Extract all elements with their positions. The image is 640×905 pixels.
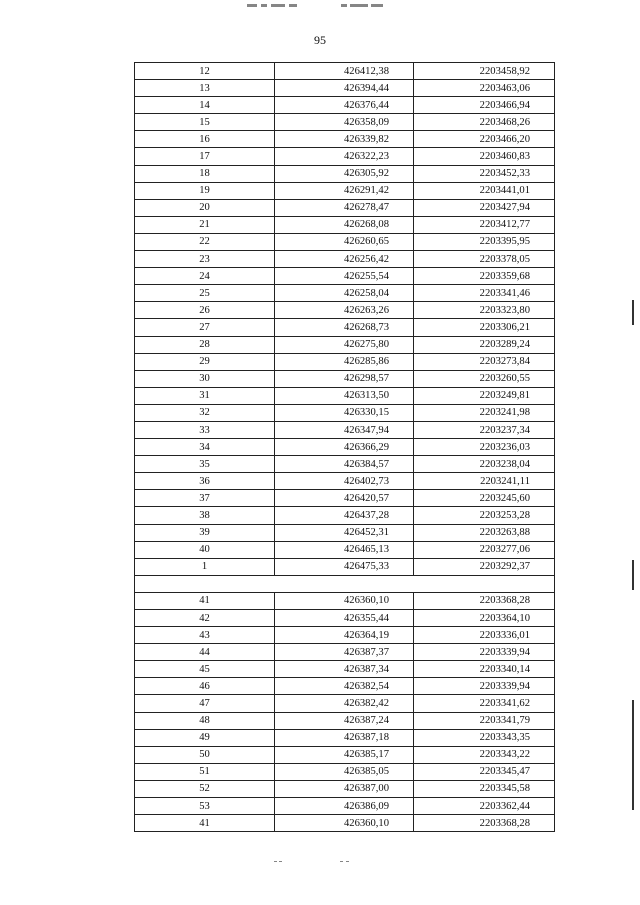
table-row (135, 780, 555, 797)
table-row (135, 114, 555, 131)
scan-edge-mark (632, 700, 634, 810)
x-coordinate-cell: 426330,15 (275, 404, 414, 421)
table-row (135, 473, 555, 490)
point-number-cell: 44 (135, 644, 275, 661)
y-coordinate-cell: 2203339,94 (414, 644, 555, 661)
point-number-cell: 12 (135, 63, 275, 80)
x-coordinate-cell: 426298,57 (275, 370, 414, 387)
y-coordinate-cell: 2203452,33 (414, 165, 555, 182)
table-row (135, 421, 555, 438)
table-row (135, 712, 555, 729)
x-coordinate-cell: 426258,04 (275, 285, 414, 302)
point-number-cell: 15 (135, 114, 275, 131)
point-number-cell: 28 (135, 336, 275, 353)
table-row (135, 302, 555, 319)
y-coordinate-cell: 2203241,11 (414, 473, 555, 490)
y-coordinate-cell: 2203378,05 (414, 251, 555, 268)
x-coordinate-cell: 426360,10 (275, 815, 414, 832)
x-coordinate-cell: 426268,08 (275, 216, 414, 233)
table-row (135, 131, 555, 148)
point-number-cell: 48 (135, 712, 275, 729)
table-row (135, 524, 555, 541)
x-coordinate-cell: 426364,19 (275, 627, 414, 644)
y-coordinate-cell: 2203468,26 (414, 114, 555, 131)
x-coordinate-cell: 426305,92 (275, 165, 414, 182)
point-number-cell: 25 (135, 285, 275, 302)
y-coordinate-cell: 2203323,80 (414, 302, 555, 319)
table-row (135, 319, 555, 336)
table-row (135, 695, 555, 712)
y-coordinate-cell: 2203368,28 (414, 815, 555, 832)
y-coordinate-cell: 2203345,58 (414, 780, 555, 797)
separator-cell (135, 575, 555, 592)
point-number-cell: 20 (135, 199, 275, 216)
y-coordinate-cell: 2203341,79 (414, 712, 555, 729)
point-number-cell: 23 (135, 251, 275, 268)
point-number-cell: 45 (135, 661, 275, 678)
y-coordinate-cell: 2203343,35 (414, 729, 555, 746)
x-coordinate-cell: 426394,44 (275, 80, 414, 97)
x-coordinate-cell: 426437,28 (275, 507, 414, 524)
y-coordinate-cell: 2203236,03 (414, 439, 555, 456)
point-number-cell: 34 (135, 439, 275, 456)
y-coordinate-cell: 2203466,20 (414, 131, 555, 148)
y-coordinate-cell: 2203427,94 (414, 199, 555, 216)
table-row (135, 268, 555, 285)
point-number-cell: 31 (135, 387, 275, 404)
y-coordinate-cell: 2203273,84 (414, 353, 555, 370)
x-coordinate-cell: 426387,18 (275, 729, 414, 746)
y-coordinate-cell: 2203277,06 (414, 541, 555, 558)
table-row (135, 97, 555, 114)
y-coordinate-cell: 2203245,60 (414, 490, 555, 507)
scan-artifact-top (245, 2, 395, 12)
y-coordinate-cell: 2203343,22 (414, 746, 555, 763)
table-row (135, 199, 555, 216)
table-row (135, 729, 555, 746)
table-row (135, 439, 555, 456)
x-coordinate-cell: 426355,44 (275, 610, 414, 627)
table-row (135, 148, 555, 165)
table-row (135, 251, 555, 268)
coordinates-table (134, 62, 555, 832)
x-coordinate-cell: 426347,94 (275, 421, 414, 438)
x-coordinate-cell: 426465,13 (275, 541, 414, 558)
point-number-cell: 43 (135, 627, 275, 644)
point-number-cell: 27 (135, 319, 275, 336)
scan-artifact-bottom (270, 858, 360, 866)
table-row (135, 815, 555, 832)
table-row (135, 233, 555, 250)
table-row (135, 490, 555, 507)
y-coordinate-cell: 2203359,68 (414, 268, 555, 285)
table-row (135, 216, 555, 233)
point-number-cell: 52 (135, 780, 275, 797)
coordinates-table-body (135, 63, 555, 832)
y-coordinate-cell: 2203306,21 (414, 319, 555, 336)
table-row (135, 678, 555, 695)
table-row (135, 285, 555, 302)
point-number-cell: 36 (135, 473, 275, 490)
table-row (135, 661, 555, 678)
x-coordinate-cell: 426275,80 (275, 336, 414, 353)
y-coordinate-cell: 2203463,06 (414, 80, 555, 97)
point-number-cell: 22 (135, 233, 275, 250)
x-coordinate-cell: 426412,38 (275, 63, 414, 80)
x-coordinate-cell: 426387,24 (275, 712, 414, 729)
y-coordinate-cell: 2203253,28 (414, 507, 555, 524)
table-row (135, 746, 555, 763)
x-coordinate-cell: 426285,86 (275, 353, 414, 370)
y-coordinate-cell: 2203249,81 (414, 387, 555, 404)
x-coordinate-cell: 426268,73 (275, 319, 414, 336)
point-number-cell: 51 (135, 763, 275, 780)
separator-row (135, 575, 555, 592)
point-number-cell: 33 (135, 421, 275, 438)
y-coordinate-cell: 2203341,46 (414, 285, 555, 302)
point-number-cell: 47 (135, 695, 275, 712)
y-coordinate-cell: 2203260,55 (414, 370, 555, 387)
table-row (135, 182, 555, 199)
table-row (135, 387, 555, 404)
table-row (135, 627, 555, 644)
table-row (135, 644, 555, 661)
x-coordinate-cell: 426386,09 (275, 798, 414, 815)
y-coordinate-cell: 2203289,24 (414, 336, 555, 353)
point-number-cell: 41 (135, 815, 275, 832)
point-number-cell: 32 (135, 404, 275, 421)
point-number-cell: 13 (135, 80, 275, 97)
x-coordinate-cell: 426376,44 (275, 97, 414, 114)
point-number-cell: 14 (135, 97, 275, 114)
x-coordinate-cell: 426382,54 (275, 678, 414, 695)
table-row (135, 507, 555, 524)
table-row (135, 353, 555, 370)
y-coordinate-cell: 2203340,14 (414, 661, 555, 678)
x-coordinate-cell: 426322,23 (275, 148, 414, 165)
point-number-cell: 19 (135, 182, 275, 199)
point-number-cell: 39 (135, 524, 275, 541)
point-number-cell: 26 (135, 302, 275, 319)
point-number-cell: 38 (135, 507, 275, 524)
point-number-cell: 35 (135, 456, 275, 473)
page-number: 95 (314, 33, 326, 47)
y-coordinate-cell: 2203395,95 (414, 233, 555, 250)
x-coordinate-cell: 426385,05 (275, 763, 414, 780)
x-coordinate-cell: 426291,42 (275, 182, 414, 199)
x-coordinate-cell: 426263,26 (275, 302, 414, 319)
table-row (135, 610, 555, 627)
scan-edge-mark (632, 560, 634, 590)
x-coordinate-cell: 426255,54 (275, 268, 414, 285)
y-coordinate-cell: 2203341,62 (414, 695, 555, 712)
point-number-cell: 49 (135, 729, 275, 746)
table-row (135, 165, 555, 182)
table-row (135, 558, 555, 575)
point-number-cell: 21 (135, 216, 275, 233)
table-row (135, 336, 555, 353)
point-number-cell: 42 (135, 610, 275, 627)
point-number-cell: 24 (135, 268, 275, 285)
point-number-cell: 1 (135, 558, 275, 575)
y-coordinate-cell: 2203466,94 (414, 97, 555, 114)
table-row (135, 541, 555, 558)
x-coordinate-cell: 426366,29 (275, 439, 414, 456)
y-coordinate-cell: 2203364,10 (414, 610, 555, 627)
x-coordinate-cell: 426385,17 (275, 746, 414, 763)
y-coordinate-cell: 2203441,01 (414, 182, 555, 199)
x-coordinate-cell: 426256,42 (275, 251, 414, 268)
table-row (135, 798, 555, 815)
y-coordinate-cell: 2203460,83 (414, 148, 555, 165)
point-number-cell: 41 (135, 592, 275, 609)
table-row (135, 80, 555, 97)
x-coordinate-cell: 426402,73 (275, 473, 414, 490)
y-coordinate-cell: 2203345,47 (414, 763, 555, 780)
point-number-cell: 16 (135, 131, 275, 148)
table-row (135, 370, 555, 387)
x-coordinate-cell: 426387,34 (275, 661, 414, 678)
x-coordinate-cell: 426313,50 (275, 387, 414, 404)
x-coordinate-cell: 426384,57 (275, 456, 414, 473)
y-coordinate-cell: 2203241,98 (414, 404, 555, 421)
y-coordinate-cell: 2203263,88 (414, 524, 555, 541)
x-coordinate-cell: 426278,47 (275, 199, 414, 216)
scan-edge-mark (632, 300, 634, 325)
x-coordinate-cell: 426475,33 (275, 558, 414, 575)
y-coordinate-cell: 2203292,37 (414, 558, 555, 575)
point-number-cell: 46 (135, 678, 275, 695)
x-coordinate-cell: 426260,65 (275, 233, 414, 250)
y-coordinate-cell: 2203412,77 (414, 216, 555, 233)
point-number-cell: 17 (135, 148, 275, 165)
x-coordinate-cell: 426339,82 (275, 131, 414, 148)
table-row (135, 592, 555, 609)
y-coordinate-cell: 2203362,44 (414, 798, 555, 815)
point-number-cell: 18 (135, 165, 275, 182)
point-number-cell: 53 (135, 798, 275, 815)
x-coordinate-cell: 426452,31 (275, 524, 414, 541)
point-number-cell: 37 (135, 490, 275, 507)
table-row (135, 404, 555, 421)
y-coordinate-cell: 2203458,92 (414, 63, 555, 80)
y-coordinate-cell: 2203238,04 (414, 456, 555, 473)
x-coordinate-cell: 426387,00 (275, 780, 414, 797)
x-coordinate-cell: 426360,10 (275, 592, 414, 609)
y-coordinate-cell: 2203336,01 (414, 627, 555, 644)
point-number-cell: 29 (135, 353, 275, 370)
table-row (135, 763, 555, 780)
y-coordinate-cell: 2203237,34 (414, 421, 555, 438)
x-coordinate-cell: 426387,37 (275, 644, 414, 661)
x-coordinate-cell: 426382,42 (275, 695, 414, 712)
point-number-cell: 40 (135, 541, 275, 558)
x-coordinate-cell: 426358,09 (275, 114, 414, 131)
table-row (135, 456, 555, 473)
point-number-cell: 50 (135, 746, 275, 763)
point-number-cell: 30 (135, 370, 275, 387)
y-coordinate-cell: 2203339,94 (414, 678, 555, 695)
table-row (135, 63, 555, 80)
x-coordinate-cell: 426420,57 (275, 490, 414, 507)
y-coordinate-cell: 2203368,28 (414, 592, 555, 609)
